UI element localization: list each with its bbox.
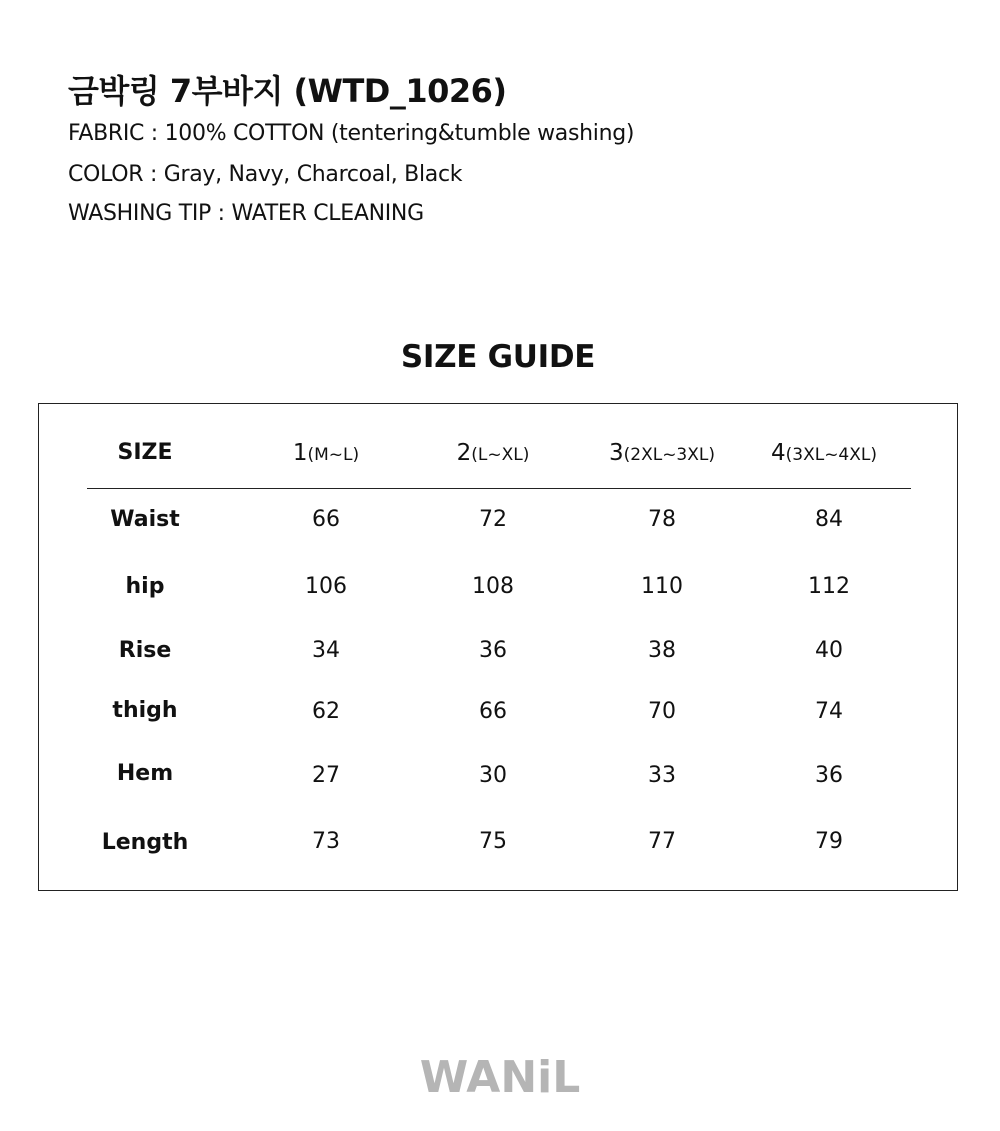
measurement-value: 73 [312,829,340,854]
measurement-value: 77 [648,829,676,854]
measurement-value: 84 [815,507,843,532]
size-column-header [246,440,406,466]
measurement-row-label: Length [101,830,189,855]
measurement-value: 27 [312,763,340,788]
measurement-value: 70 [648,699,676,724]
size-column-number: 3 [608,440,624,466]
measurement-value: 30 [479,763,507,788]
size-column-range: (2XL~3XL) [623,445,715,465]
measurement-value: 66 [312,507,340,532]
size-column-number: 2 [456,440,472,466]
measurement-value: 66 [479,699,507,724]
spec-fabric: FABRIC : 100% COTTON (tentering&tumble washing) [68,121,635,146]
measurement-value: 38 [648,638,676,663]
measurement-row-label: Waist [110,507,180,532]
size-column-range: (L~XL) [471,445,530,465]
measurement-value: 74 [815,699,843,724]
measurement-value: 106 [305,574,347,599]
measurement-value: 110 [641,574,683,599]
spec-color: COLOR : Gray, Navy, Charcoal, Black [68,162,463,187]
measurement-row-label: hip [125,574,165,599]
measurement-value: 36 [815,763,843,788]
brand-logo: WANiL [419,1052,581,1103]
measurement-value: 34 [312,638,340,663]
measurement-value: 72 [479,507,507,532]
product-title: 금박링 7부바지 (WTD_1026) [68,72,507,110]
spec-washing-tip: WASHING TIP : WATER CLEANING [68,201,424,226]
size-column-header [744,440,904,466]
measurement-value: 78 [648,507,676,532]
measurement-value: 36 [479,638,507,663]
measurement-value: 40 [815,638,843,663]
measurement-value: 75 [479,829,507,854]
size-header-label: SIZE [117,440,173,465]
size-column-number: 4 [770,440,786,466]
size-guide-title: SIZE GUIDE [400,339,596,375]
size-column-header [413,440,573,466]
size-column-number: 1 [292,440,308,466]
measurement-row-label: Rise [118,638,172,663]
measurement-value: 33 [648,763,676,788]
measurement-value: 112 [808,574,850,599]
measurement-value: 108 [472,574,514,599]
size-column-range: (3XL~4XL) [785,445,877,465]
size-table-header-rule [87,488,911,489]
size-column-header [582,440,742,466]
measurement-row-label: thigh [112,698,178,723]
measurement-value: 79 [815,829,843,854]
measurement-value: 62 [312,699,340,724]
measurement-row-label: Hem [116,761,174,786]
size-column-range: (M~L) [307,445,360,465]
